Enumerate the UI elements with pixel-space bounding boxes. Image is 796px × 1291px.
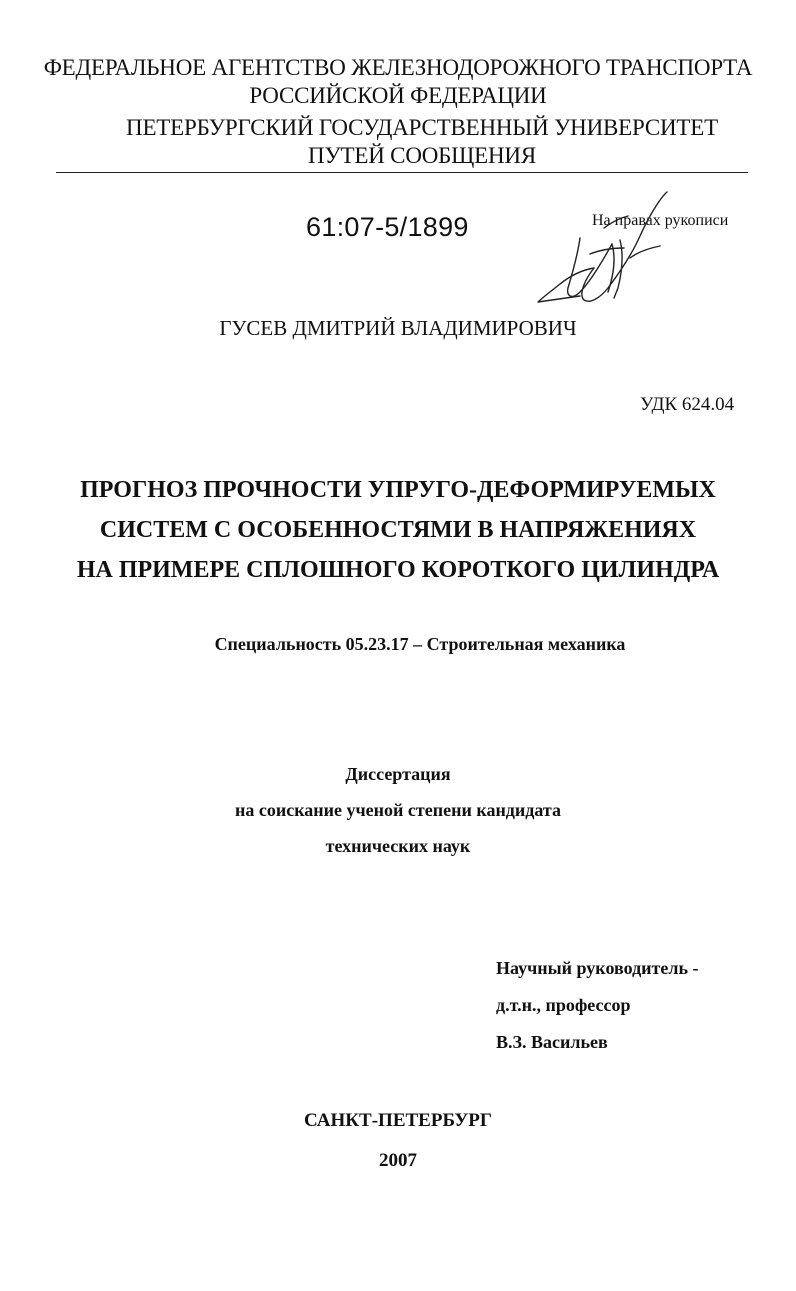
header-divider — [56, 172, 748, 173]
udk-code: УДК 624.04 — [640, 394, 735, 415]
city: САНКТ-ПЕТЕРБУРГ — [304, 1110, 492, 1131]
university-line-2: ПУТЕЙ СООБЩЕНИЯ — [308, 143, 536, 168]
dissertation-line-2: на соискание ученой степени кандидата — [234, 800, 561, 820]
title-line-1: ПРОГНОЗ ПРОЧНОСТИ УПРУГО-ДЕФОРМИРУЕМЫХ — [80, 477, 716, 503]
title-line-2: СИСТЕМ С ОСОБЕННОСТЯМИ В НАПРЯЖЕНИЯХ — [99, 517, 697, 543]
dissertation-description — [0, 756, 796, 864]
agency-line-1: ФЕДЕРАЛЬНОЕ АГЕНТСТВО ЖЕЛЕЗНОДОРОЖНОГО ТРАНСПОРТА — [43, 55, 753, 80]
author-name: ГУСЕВ ДМИТРИЙ ВЛАДИМИРОВИЧ — [219, 316, 577, 340]
specialty: Специальность 05.23.17 – Строительная механика — [214, 634, 626, 654]
signature-mark — [520, 188, 670, 313]
supervisor-name: В.З. Васильев — [496, 1032, 608, 1052]
manuscript-rights: На правах рукописи — [592, 212, 729, 229]
agency-line-2: РОССИЙСКОЙ ФЕДЕРАЦИИ — [249, 83, 547, 108]
supervisor-block — [496, 950, 699, 1061]
supervisor-degree: д.т.н., профессор — [496, 995, 631, 1015]
dissertation-title — [0, 470, 796, 590]
dissertation-line-1: Диссертация — [345, 764, 451, 784]
year: 2007 — [379, 1150, 417, 1171]
title-line-3: НА ПРИМЕРЕ СПЛОШНОГО КОРОТКОГО ЦИЛИНДРА — [76, 557, 720, 583]
dissertation-line-3: технических наук — [325, 836, 471, 856]
catalog-code: 61:07-5/1899 — [306, 212, 469, 242]
university-line-1: ПЕТЕРБУРГСКИЙ ГОСУДАРСТВЕННЫЙ УНИВЕРСИТЕТ — [126, 115, 718, 140]
supervisor-role: Научный руководитель - — [496, 958, 699, 978]
